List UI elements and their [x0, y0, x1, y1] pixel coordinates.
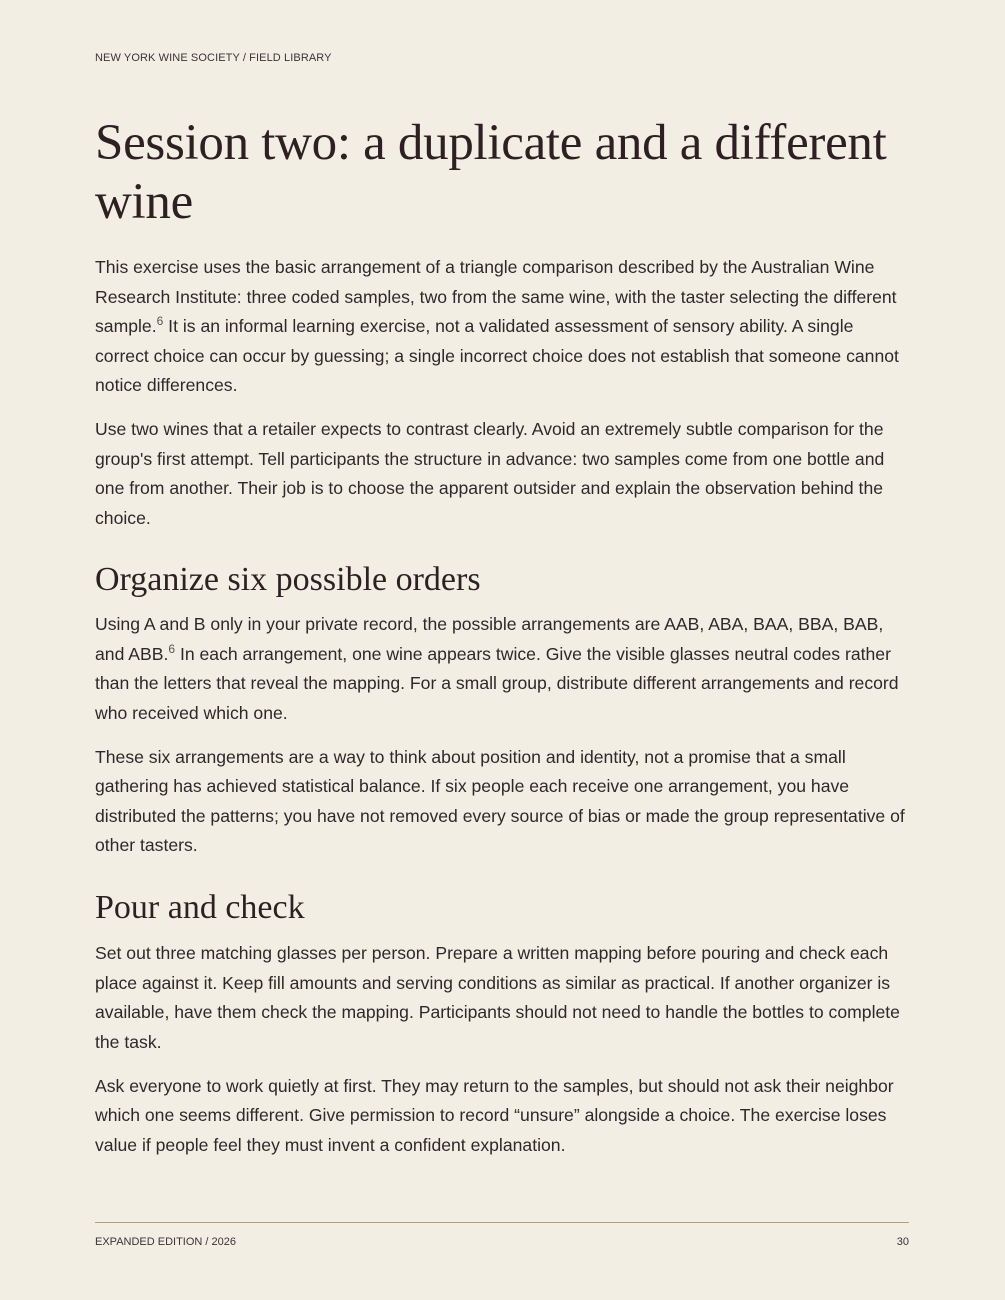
intro-paragraph-1	[95, 253, 909, 401]
page	[95, 0, 909, 1300]
running-head: NEW YORK WINE SOCIETY / FIELD LIBRARY	[95, 52, 332, 64]
pour-paragraph-1: Set out three matching glasses per person. Prepare a written mapping before pouring and check each place against it. Keep fill amounts and serving conditions as similar as practical. If another organizer is available, have them check the mapping. Participants should not need to handle the bottles to complete the task.	[95, 943, 900, 1052]
section-heading-organize: Organize six possible orders	[95, 561, 481, 598]
pour-section	[95, 939, 909, 1175]
footnote-ref[interactable]: 6	[156, 314, 164, 328]
footnote-ref[interactable]: 6	[168, 641, 176, 656]
intro-section	[95, 253, 909, 548]
footer-edition: EXPANDED EDITION / 2026	[95, 1236, 237, 1248]
organize-section	[95, 610, 909, 875]
organize-paragraph-1-text-b: In each arrangement, one wine appears twice. Give the visible glasses neutral codes rather than the letters that reveal the mapping. For a small group, distribute different arrangements and record who received which one.	[95, 643, 899, 723]
intro-paragraph-1-text-b: It is an informal learning exercise, not a validated assessment of sensory ability. A single correct choice can occur by guessing; a single incorrect choice does not establish that someone cannot notice differences.	[95, 316, 899, 395]
organize-paragraph-1-text-a: Using A and B only in your private record, the possible arrangements are AAB, ABA, BAA, BBA, BAB, and ABB.	[95, 614, 884, 664]
footer-rule	[95, 1222, 909, 1223]
intro-paragraph-1-text-a: This exercise uses the basic arrangement of a triangle comparison described by the Australian Wine Research Institute: three coded samples, two from the same wine, with the taster selecting the different sample.	[95, 257, 897, 336]
organize-paragraph-1	[95, 610, 909, 728]
pour-paragraph-2: Ask everyone to work quietly at first. They may return to the samples, but should not ask their neighbor which one seems different. Give permission to record “unsure” alongside a choice. The exercise loses value if people feel they must invent a confident explanation.	[95, 1075, 894, 1155]
intro-paragraph-2: Use two wines that a retailer expects to contrast clearly. Avoid an extremely subtle comparison for the group's first attempt. Tell participants the structure in advance: two samples come from one bottle and one from another. Their job is to choose the apparent outsider and explain the observation behind the choice.	[95, 419, 885, 528]
organize-paragraph-2: These six arrangements are a way to think about position and identity, not a promise that a small gathering has achieved statistical balance. If six people each receive one arrangement, you have distributed the patterns; you have not removed every source of bias or made the group representative of other tasters.	[95, 746, 905, 855]
section-heading-pour: Pour and check	[95, 889, 305, 926]
page-title: Session two: a duplicate and a different wine	[95, 115, 887, 230]
page-number: 30	[896, 1236, 909, 1248]
